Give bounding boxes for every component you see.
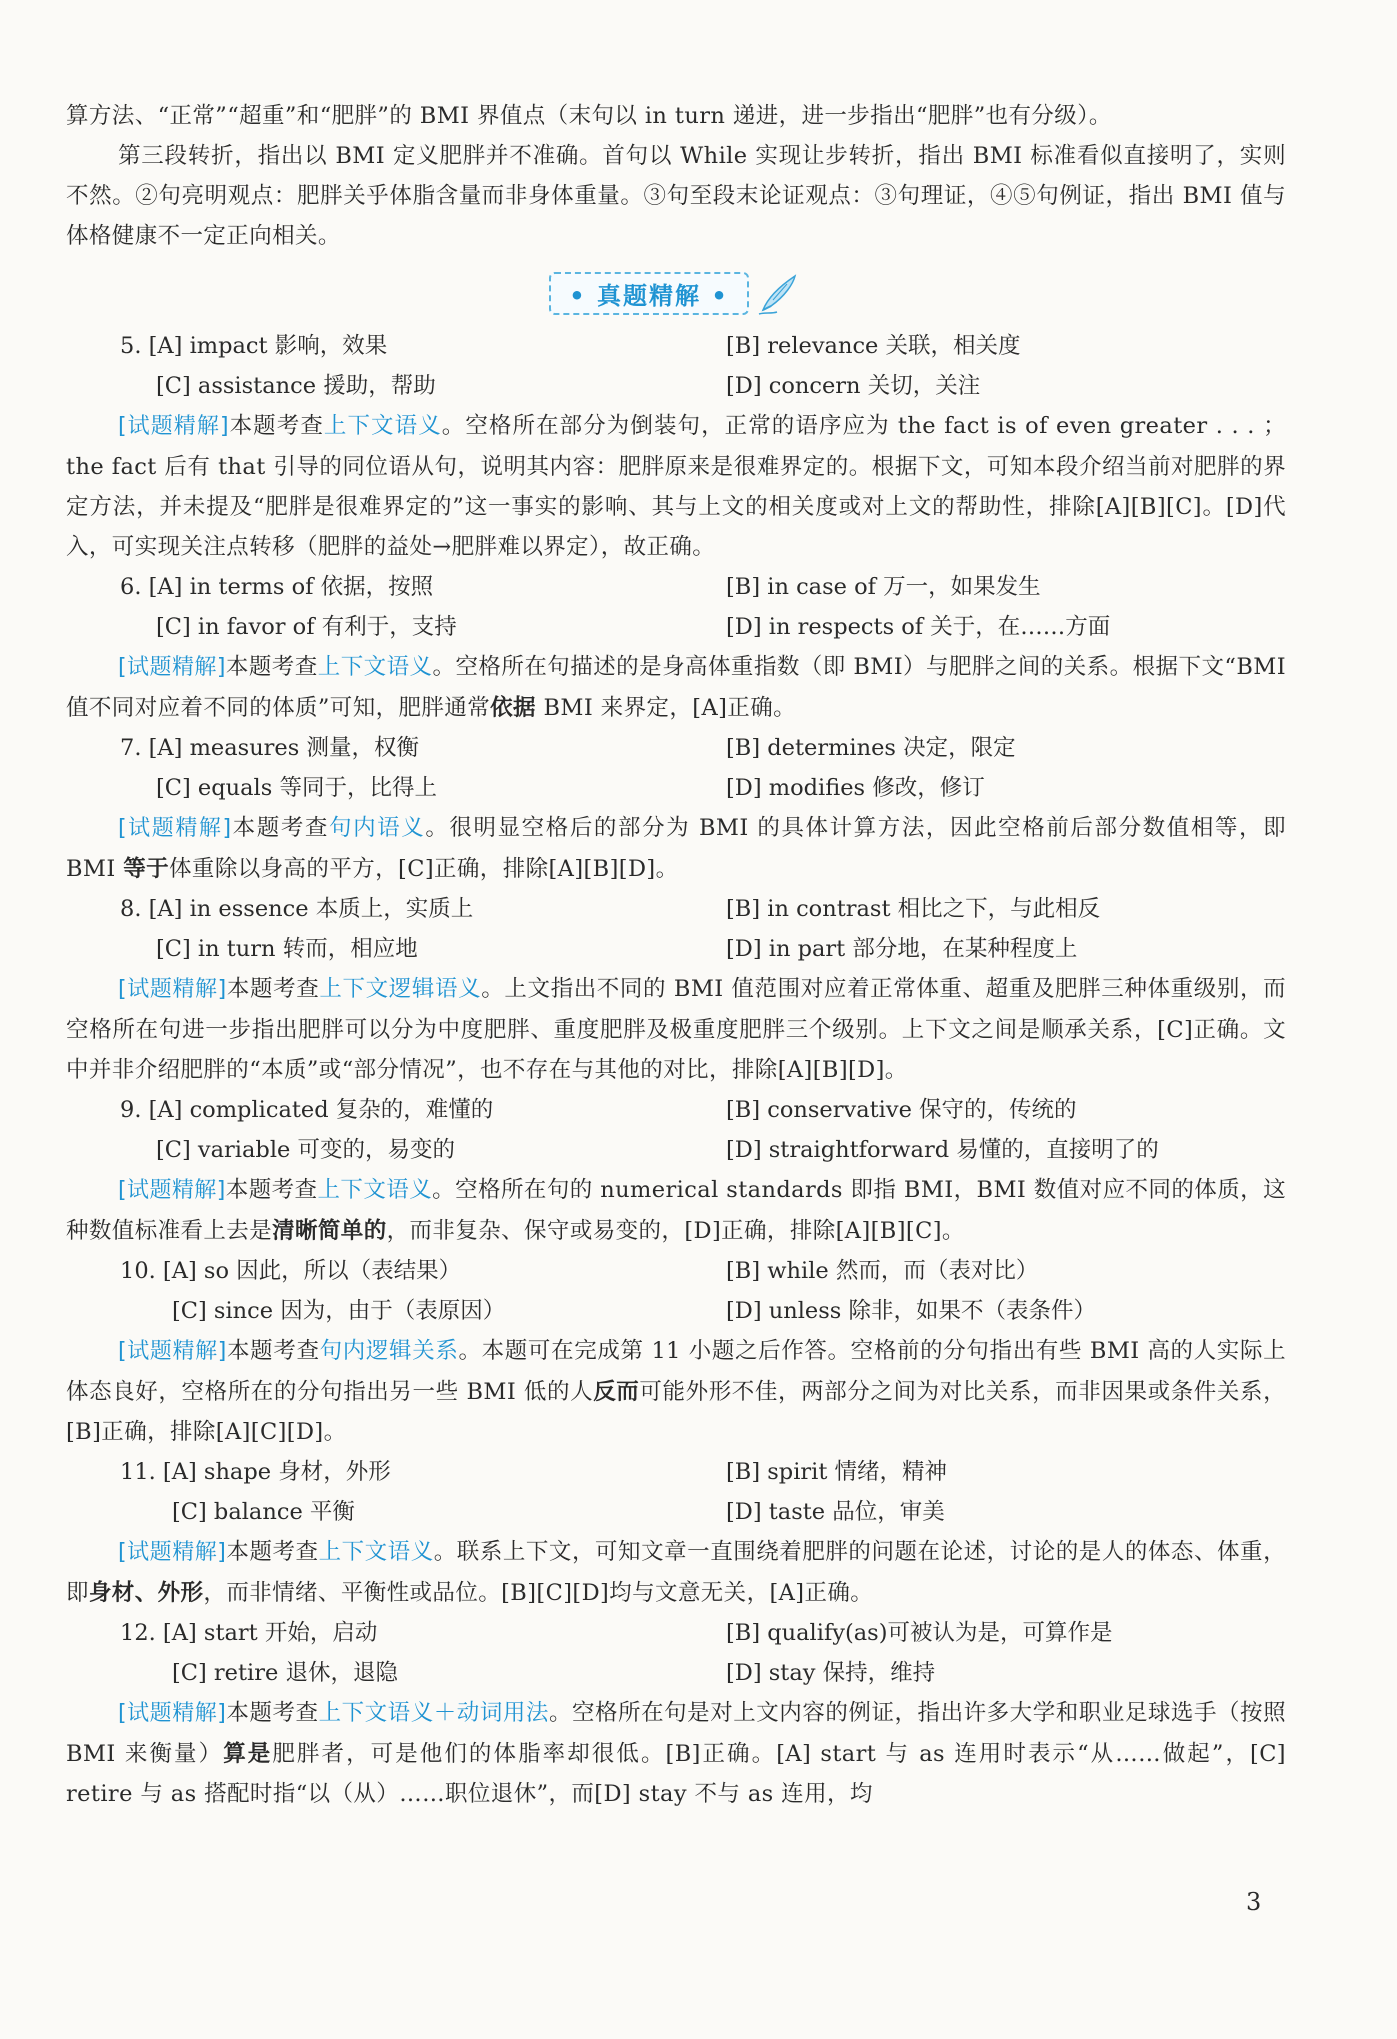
question-12 — [66, 1613, 1286, 1814]
keyword-highlight: 清晰简单的 — [272, 1218, 387, 1244]
explanation-tag: [试题精解] — [118, 1701, 227, 1726]
topic-highlight: 句内语义 — [329, 815, 426, 841]
explanation-tag: [试题精解] — [118, 1178, 226, 1203]
explanation: [试题精解]本题考查上下文语义。空格所在句的 numerical standards 即指 BMI，BMI 数值对应不同的体质，这种数值标准看上去是清晰简单的，而非复杂、保守或易变的，[D]正确，排除[A][B][C]。 — [66, 1177, 1286, 1244]
option-a: 10. [A] so 因此，所以（表结果） — [120, 1258, 462, 1284]
option-b: [B] qualify(as)可被认为是，可算作是 — [726, 1620, 1113, 1646]
option-b: [B] conservative 保守的，传统的 — [726, 1097, 1077, 1123]
option-c: [C] variable 可变的，易变的 — [156, 1137, 455, 1163]
question-9 — [66, 1090, 1286, 1251]
pen-icon — [757, 270, 803, 316]
option-d: [D] stay 保持，维持 — [726, 1660, 936, 1686]
explanation: [试题精解]本题考查上下文语义。空格所在句描述的是身高体重指数（即 BMI）与肥胖之间的关系。根据下文“BMI 值不同对应着不同的体质”可知，肥胖通常依据 BMI 来界定，[A]正确。 — [66, 654, 1286, 721]
explanation: [试题精解]本题考查句内逻辑关系。本题可在完成第 11 小题之后作答。空格前的分句指出有些 BMI 高的人实际上体态良好，空格所在的分句指出另一些 BMI 低的人反而可能外形不佳，两部分之间为对比关系，而非因果或条件关系，[B]正确，排除[A][C][D]。 — [66, 1338, 1287, 1445]
question-5 — [66, 326, 1286, 567]
option-c: [C] balance 平衡 — [172, 1499, 355, 1525]
section-banner — [66, 270, 1286, 316]
option-c: [C] retire 退休，退隐 — [172, 1660, 398, 1686]
banner-label: • 真题精解 • — [549, 272, 748, 315]
option-d: [D] concern 关切，关注 — [726, 373, 981, 399]
explanation: [试题精解]本题考查上下文逻辑语义。上文指出不同的 BMI 值范围对应着正常体重、超重及肥胖三种体重级别，而空格所在句进一步指出肥胖可以分为中度肥胖、重度肥胖及极重度肥胖三个级别。上下文之间是顺承关系，[C]正确。文中并非介绍肥胖的“本质”或“部分情况”，也不存在与其他的对比，排除[A][B][D]。 — [66, 976, 1286, 1083]
page-content — [66, 96, 1286, 1814]
explanation: [试题精解]本题考查上下文语义。空格所在部分为倒装句，正常的语序应为 the fact is of even greater . . . ；the fact 后有 that 引导的同位语从句，说明其内容：肥胖原来是很难界定的。根据下文，可知本段介绍当前对肥胖的界定方法，并未提及“肥胖是很难界定的”这一事实的影响、其与上文的相关度或对上文的帮助性，排除[A][B][C]。[D]代入，可实现关注点转移（肥胖的益处→肥胖难以界定），故正确。 — [66, 413, 1286, 560]
question-10 — [66, 1251, 1286, 1452]
question-11 — [66, 1452, 1286, 1613]
option-c: [C] assistance 援助，帮助 — [156, 373, 436, 399]
explanation: [试题精解]本题考查句内语义。很明显空格后的部分为 BMI 的具体计算方法，因此空格前后部分数值相等，即 BMI 等于体重除以身高的平方，[C]正确，排除[A][B][D]。 — [66, 815, 1286, 882]
option-b: [B] in contrast 相比之下，与此相反 — [726, 896, 1101, 922]
keyword-highlight: 身材、外形 — [88, 1580, 204, 1606]
option-d: [D] modifies 修改，修订 — [726, 775, 985, 801]
option-d: [D] unless 除非，如果不（表条件） — [726, 1298, 1096, 1324]
topic-highlight: 上下文语义 — [323, 413, 442, 439]
topic-highlight: 句内逻辑关系 — [319, 1338, 459, 1364]
option-d: [D] taste 品位，审美 — [726, 1499, 945, 1525]
option-d: [D] straightforward 易懂的，直接明了的 — [726, 1137, 1159, 1163]
option-a: 5. [A] impact 影响，效果 — [120, 333, 388, 359]
topic-highlight: 上下文语义 — [317, 1177, 433, 1203]
question-8 — [66, 889, 1286, 1090]
explanation: [试题精解]本题考查上下文语义＋动词用法。空格所在句是对上文内容的例证，指出许多大学和职业足球选手（按照 BMI 来衡量）算是肥胖者，可是他们的体脂率却很低。[B]正确。[A] start 与 as 连用时表示“从……做起”，[C] retire 与 as 搭配时指“以（从）……职位退休”，而[D] stay 不与 as 连用，均 — [66, 1700, 1286, 1807]
question-7 — [66, 728, 1286, 889]
explanation-tag: [试题精解] — [118, 414, 229, 439]
option-a: 8. [A] in essence 本质上，实质上 — [120, 896, 474, 922]
option-a: 7. [A] measures 测量，权衡 — [120, 735, 419, 761]
intro-paragraph-2: 第三段转折，指出以 BMI 定义肥胖并不准确。首句以 While 实现让步转折，指出 BMI 标准看似直接明了，实则不然。②句亮明观点：肥胖关乎体脂含量而非身体重量。③句至段末论证观点：③句理证，④⑤句例证，指出 BMI 值与体格健康不一定正向相关。 — [66, 143, 1286, 249]
option-b: [B] while 然而，而（表对比） — [726, 1258, 1039, 1284]
topic-highlight: 上下文语义＋动词用法 — [318, 1700, 549, 1726]
option-a: 6. [A] in terms of 依据，按照 — [120, 574, 434, 600]
intro-paragraph-1: 算方法、“正常”“超重”和“肥胖”的 BMI 界值点（末句以 in turn 递进，进一步指出“肥胖”也有分级）。 — [66, 103, 1112, 129]
keyword-highlight: 算是 — [223, 1741, 273, 1767]
option-d: [D] in respects of 关于，在……方面 — [726, 614, 1111, 640]
option-a: 12. [A] start 开始，启动 — [120, 1620, 378, 1646]
question-6 — [66, 567, 1286, 728]
option-c: [C] since 因为，由于（表原因） — [172, 1298, 506, 1324]
keyword-highlight: 等于 — [123, 856, 170, 882]
option-a: 9. [A] complicated 复杂的，难懂的 — [120, 1097, 494, 1123]
option-b: [B] determines 决定，限定 — [726, 735, 1016, 761]
explanation-tag: [试题精解] — [118, 1540, 227, 1565]
topic-highlight: 上下文语义 — [318, 1539, 434, 1565]
option-c: [C] in favor of 有利于，支持 — [156, 614, 457, 640]
explanation-tag: [试题精解] — [118, 816, 232, 841]
keyword-highlight: 依据 — [490, 695, 536, 721]
option-b: [B] relevance 关联，相关度 — [726, 333, 1021, 359]
option-b: [B] in case of 万一，如果发生 — [726, 574, 1041, 600]
explanation-tag: [试题精解] — [118, 655, 226, 680]
topic-highlight: 上下文逻辑语义 — [319, 976, 482, 1002]
keyword-highlight: 反而 — [593, 1379, 640, 1405]
page-number: 3 — [1246, 1888, 1262, 1916]
explanation-tag: [试题精解] — [118, 977, 227, 1002]
explanation: [试题精解]本题考查上下文语义。联系上下文，可知文章一直围绕着肥胖的问题在论述，讨论的是人的体态、体重，即身材、外形，而非情绪、平衡性或品位。[B][C][D]均与文意无关，[A]正确。 — [66, 1539, 1286, 1606]
option-c: [C] in turn 转而，相应地 — [156, 936, 418, 962]
option-b: [B] spirit 情绪，精神 — [726, 1459, 948, 1485]
option-c: [C] equals 等同于，比得上 — [156, 775, 437, 801]
option-d: [D] in part 部分地，在某种程度上 — [726, 936, 1078, 962]
option-a: 11. [A] shape 身材，外形 — [120, 1459, 391, 1485]
topic-highlight: 上下文语义 — [317, 654, 433, 680]
explanation-tag: [试题精解] — [118, 1339, 227, 1364]
